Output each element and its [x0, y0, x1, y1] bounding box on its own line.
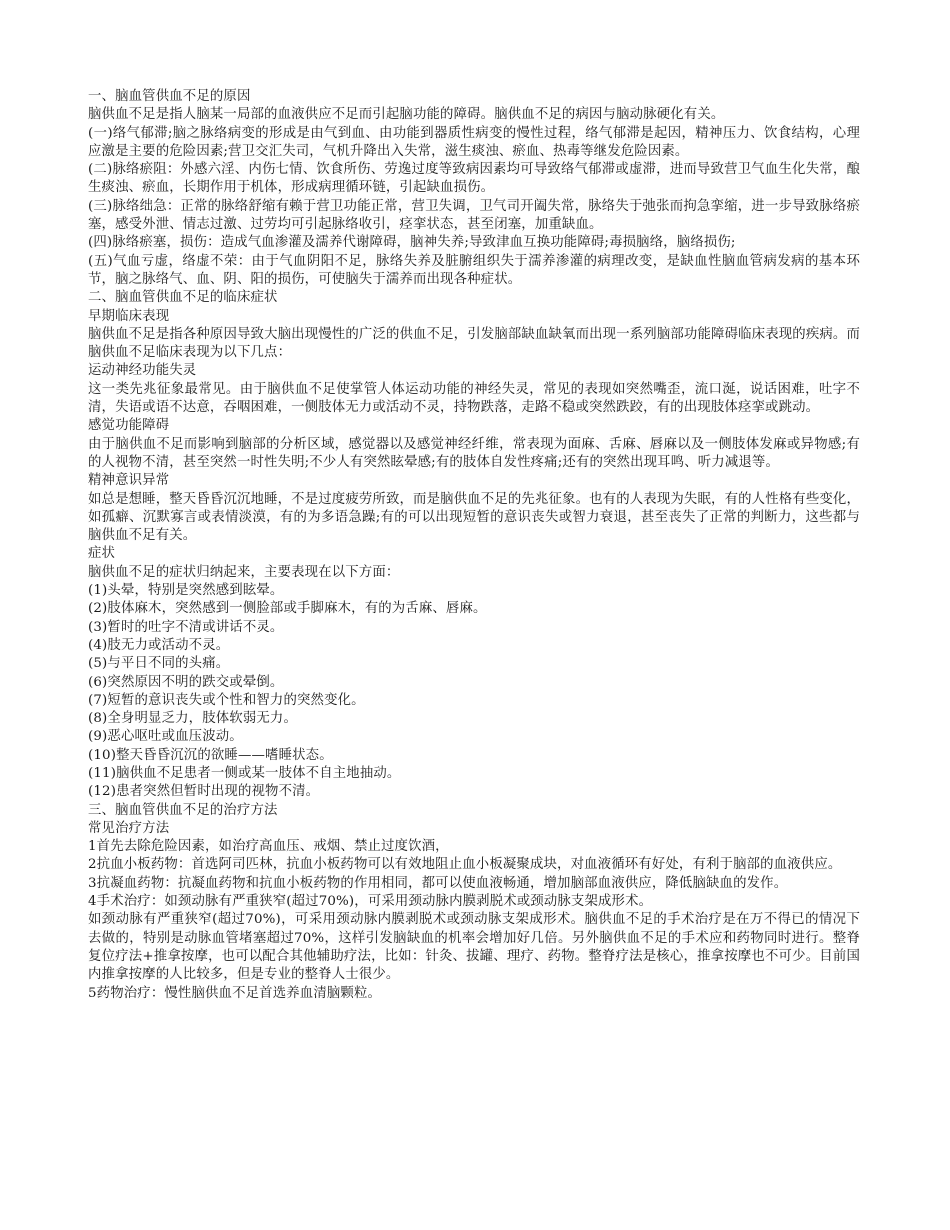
paragraph: 这一类先兆征象最常见。由于脑供血不足使掌管人体运动功能的神经失灵，常见的表现如突然嘴歪，流口涎，说话困难，吐字不清，失语或语不达意，吞咽困难，一侧肢体无力或活动不灵，持物跌落，走路不稳或突然跌跤，有的出现肢体痉挛或跳动。	[88, 381, 860, 416]
paragraph: (5)与平日不同的头痛。	[88, 656, 230, 672]
subsection-heading: 早期临床表现	[88, 308, 170, 324]
subsection-heading: 精神意识异常	[88, 473, 170, 489]
paragraph: 3抗凝血药物：抗凝血药物和抗血小板药物的作用相同，都可以使血液畅通，增加脑部血液供应，降低脑缺血的发作。	[88, 875, 788, 891]
paragraph: (三)脉络绌急：正常的脉络舒缩有赖于营卫功能正常，营卫失调，卫气司开阖失常，脉络失于弛张而拘急挛缩，进一步导致脉络瘀塞，感受外泄、情志过激、过劳均可引起脉络收引，痉挛状态，甚至闭塞，加重缺血。	[88, 198, 860, 233]
paragraph: (五)气血亏虚，络虚不荣：由于气血阴阳不足，脉络失养及脏腑组织失于濡养渗灌的病理改变，是缺血性脑血管病发病的基本环节，脑之脉络气、血、阴、阳的损伤，可使脑失于濡养而出现各种症状。	[88, 253, 860, 287]
paragraph: 2抗血小板药物：首选阿司匹林，抗血小板药物可以有效地阻止血小板凝聚成块，对血液循环有好处，有利于脑部的血液供应。	[88, 857, 842, 873]
subsection-heading: 运动神经功能失灵	[88, 363, 197, 379]
paragraph: 由于脑供血不足而影响到脑部的分析区域，感觉器以及感觉神经纤维，常表现为面麻、舌麻、唇麻以及一侧肢体发麻或异物感;有的人视物不清，甚至突然一时性失明;不少人有突然眩晕感;有的肢体自发性疼痛;还有的突然出现耳鸣、听力减退等。	[88, 436, 860, 470]
document-body	[88, 88, 860, 1003]
paragraph: (4)肢无力或活动不灵。	[88, 637, 230, 653]
subsection-heading: 常见治疗方法	[88, 820, 170, 836]
paragraph: (11)脑供血不足患者一侧或某一肢体不自主地抽动。	[88, 765, 401, 781]
subsection-heading: 症状	[88, 546, 116, 562]
paragraph: 如总是想睡，整天昏昏沉沉地睡，不是过度疲劳所致，而是脑供血不足的先兆征象。也有的人表现为失眠，有的人性格有些变化，如孤癖、沉默寡言或表情淡漠，有的为多语急躁;有的可以出现短暂的意识丧失或智力衰退，甚至丧失了正常的判断力，这些都与脑供血不足有关。	[88, 491, 860, 544]
paragraph: (9)恶心呕吐或血压波动。	[88, 729, 243, 745]
paragraph: (7)短暂的意识丧失或个性和智力的突然变化。	[88, 692, 365, 708]
section-heading: 一、脑血管供血不足的原因	[88, 89, 251, 104]
paragraph: (二)脉络瘀阻：外感六淫、内伤七情、饮食所伤、劳逸过度等致病因素均可导致络气郁滞或虚滞，进而导致营卫气血生化失常，酿生痰浊、瘀血，长期作用于机体，形成病理循环链，引起缺血损伤。	[88, 162, 860, 196]
paragraph: (8)全身明显乏力，肢体软弱无力。	[88, 711, 297, 727]
paragraph: 1首先去除危险因素，如治疗高血压、戒烟、禁止过度饮酒，	[88, 839, 449, 855]
paragraph: 如颈动脉有严重狭窄(超过70%)，可采用颈动脉内膜剥脱术或颈动脉支架成形术。脑供血不足的手术治疗是在万不得已的情况下去做的，特别是动脉血管堵塞超过70%，这样引发脑缺血的机率会增加好几倍。另外脑供血不足的手术应和药物同时进行。整脊复位疗法+推拿按摩，也可以配合其他辅助疗法，比如：针灸、拔罐、理疗、药物。整脊疗法是核心，推拿按摩也不可少。目前国内推拿按摩的人比较多，但是专业的整脊人士很少。	[88, 912, 860, 983]
paragraph: 脑供血不足的症状归纳起来，主要表现在以下方面：	[88, 564, 400, 580]
paragraph: 脑供血不足是指各种原因导致大脑出现慢性的广泛的供血不足，引发脑部缺血缺氧而出现一系列脑部功能障碍临床表现的疾病。而脑供血不足临床表现为以下几点：	[88, 326, 860, 361]
paragraph: 脑供血不足是指人脑某一局部的血液供应不足而引起脑功能的障碍。脑供血不足的病因与脑动脉硬化有关。	[88, 107, 725, 123]
paragraph: (1)头晕，特别是突然感到眩晕。	[88, 583, 284, 599]
paragraph: 4手术治疗：如颈动脉有严重狭窄(超过70%)，可采用颈动脉内膜剥脱术或颈动脉支架成形术。	[88, 894, 653, 910]
paragraph: (3)暂时的吐字不清或讲话不灵。	[88, 619, 284, 635]
paragraph: (10)整天昏昏沉沉的欲睡——嗜睡状态。	[88, 747, 333, 763]
section-heading: 二、脑血管供血不足的临床症状	[88, 290, 278, 306]
subsection-heading: 感觉功能障碍	[88, 418, 170, 434]
paragraph: (6)突然原因不明的跌交或晕倒。	[88, 674, 284, 690]
paragraph: (2)肢体麻木，突然感到一侧脸部或手脚麻木，有的为舌麻、唇麻。	[88, 601, 487, 617]
paragraph: (四)脉络瘀塞，损伤：造成气血渗灌及濡养代谢障碍，脑神失养;导致津血互换功能障碍;毒损脑络，脑络损伤;	[88, 235, 736, 251]
paragraph: (一)络气郁滞;脑之脉络病变的形成是由气到血、由功能到器质性病变的慢性过程，络气郁滞是起因，精神压力、饮食结构，心理应激是主要的危险因素;营卫交汇失司，气机升降出入失常，滋生痰浊、瘀血、热毒等继发危险因素。	[88, 125, 860, 159]
paragraph: 5药物治疗：慢性脑供血不足首选养血清脑颗粒。	[88, 985, 382, 1001]
section-heading: 三、脑血管供血不足的治疗方法	[88, 802, 278, 818]
paragraph: (12)患者突然但暂时出现的视物不清。	[88, 784, 320, 800]
